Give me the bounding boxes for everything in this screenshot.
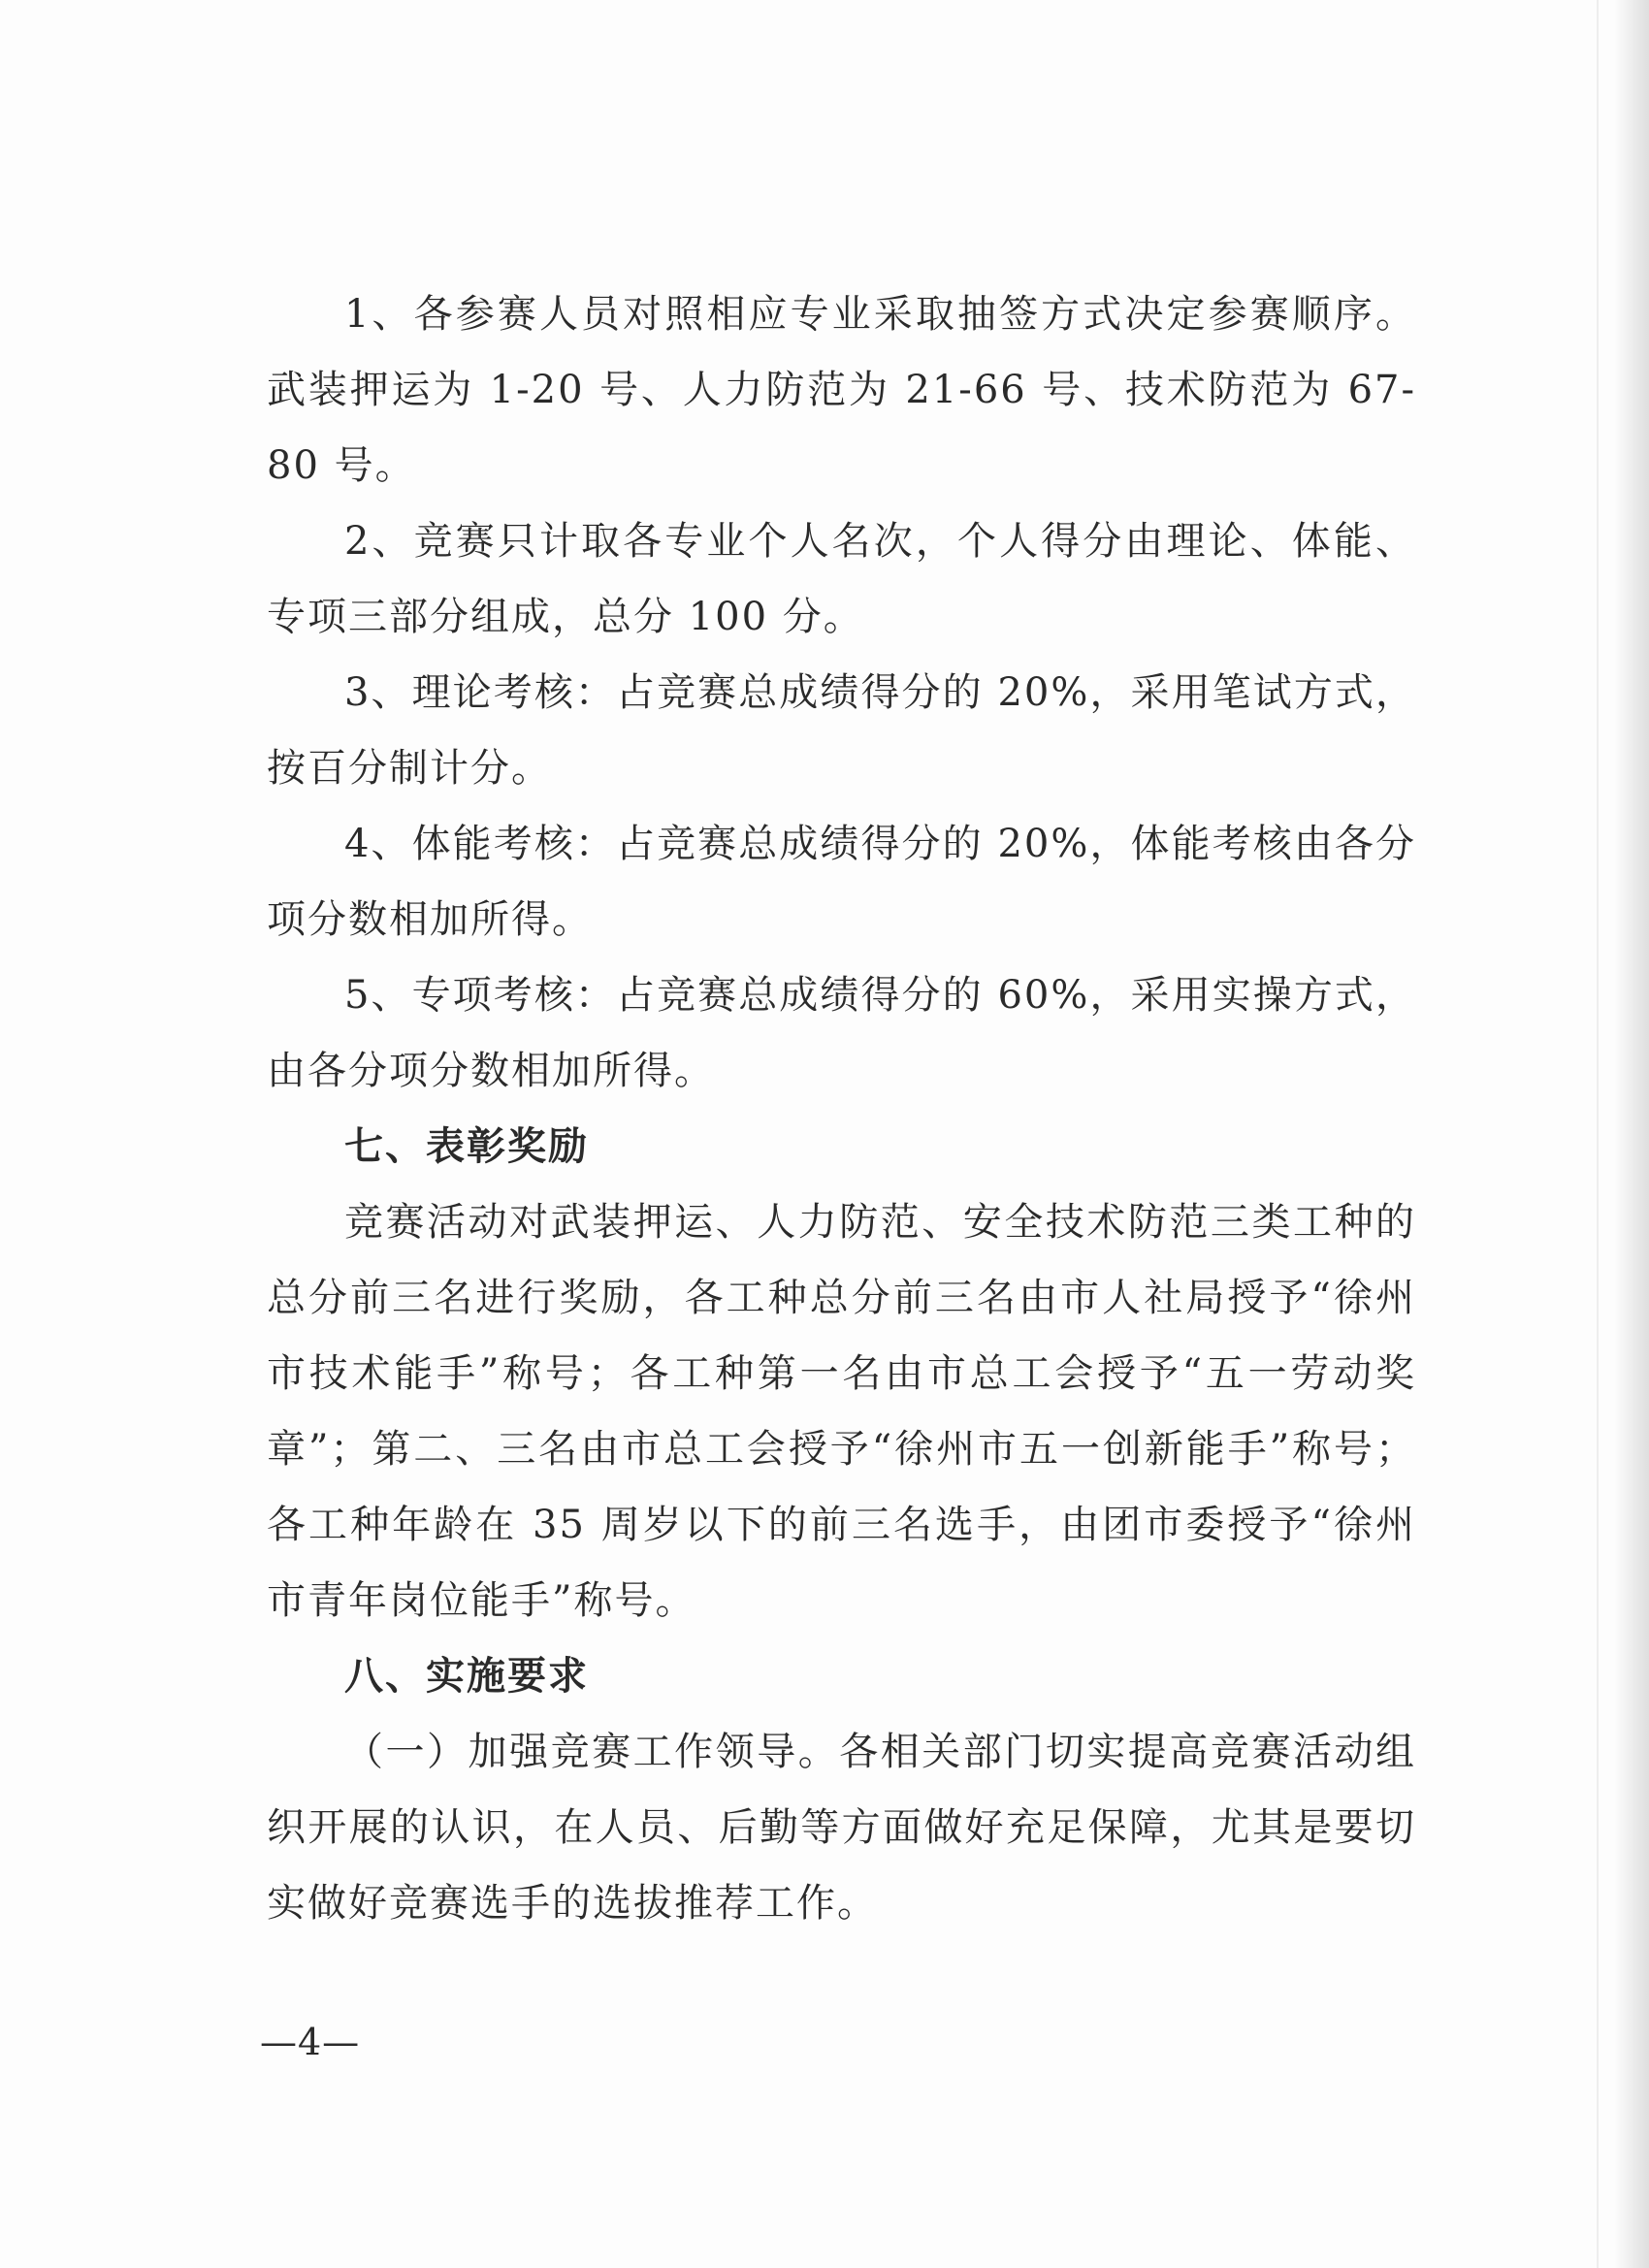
awards-paragraph: 竞赛活动对武装押运、人力防范、安全技术防范三类工种的总分前三名进行奖励，各工种总分前三名由市人社局授予“徐州市技术能手”称号；各工种第一名由市总工会授予“五一劳动奖章”；第二、三名由市总工会授予“徐州市五一创新能手”称号；各工种年龄在 35 周岁以下的前三名选手，由团市委授予“徐州市青年岗位能手”称号。	[267, 1200, 1416, 1623]
rule-1-paragraph: 1、各参赛人员对照相应专业采取抽签方式决定参赛顺序。武装押运为 1-20 号、人力防范为 21-66 号、技术防范为 67-80 号。	[267, 292, 1416, 488]
binding-line	[1597, 0, 1599, 2268]
page-number: —4—	[260, 2021, 361, 2063]
binding-shadow	[1614, 0, 1649, 2268]
document-body	[267, 276, 1416, 1941]
section-8-heading: 八、实施要求	[344, 1654, 589, 1699]
rule-5-paragraph: 5、专项考核：占竞赛总成绩得分的 60%，采用实操方式，由各分项分数相加所得。	[267, 973, 1416, 1093]
rule-3-paragraph: 3、理论考核：占竞赛总成绩得分的 20%，采用笔试方式，按百分制计分。	[267, 670, 1416, 791]
implementation-paragraph-1: （一）加强竞赛工作领导。各相关部门切实提高竞赛活动组织开展的认识，在人员、后勤等方面做好充足保障，尤其是要切实做好竞赛选手的选拔推荐工作。	[267, 1730, 1416, 1926]
section-7-heading: 七、表彰奖励	[344, 1124, 589, 1169]
rule-2-paragraph: 2、竞赛只计取各专业个人名次，个人得分由理论、体能、专项三部分组成，总分 100 分。	[267, 519, 1416, 639]
rule-4-paragraph: 4、体能考核：占竞赛总成绩得分的 20%，体能考核由各分项分数相加所得。	[267, 822, 1416, 942]
